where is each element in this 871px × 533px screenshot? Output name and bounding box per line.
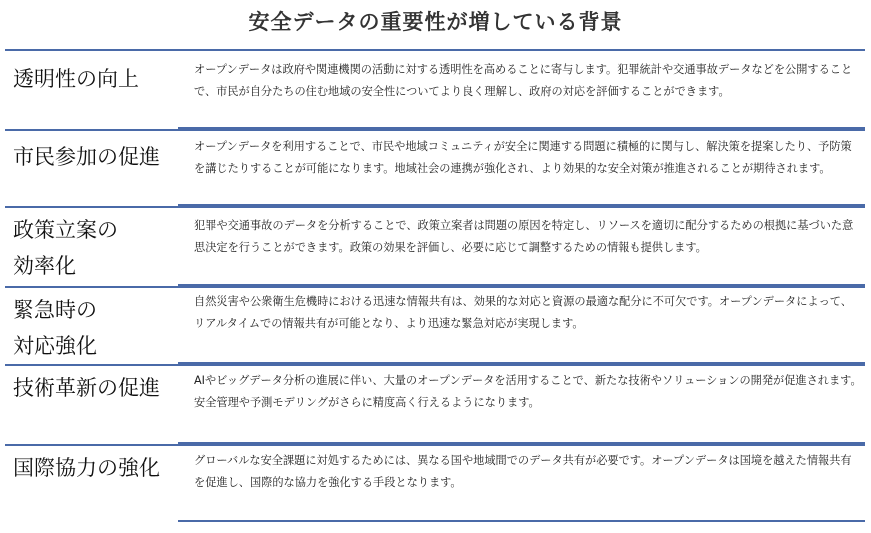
item-description: グローバルな安全課題に対処するためには、異なる国や地域間でのデータ共有が必要です。オープンデータは国境を越えた情報共有を促進し、国際的な協力を強化する手段となります。 (194, 454, 852, 489)
item-description: オープンデータは政府や関連機関の活動に対する透明性を高めることに寄与します。犯罪統計や交通事故データなどを公開することで、市民が自分たちの住む地域の安全性についてより良く理解し、政府の対応を評価することができます。 (194, 63, 853, 98)
item-label: 政策立案の 効率化 (13, 218, 118, 278)
row-underline (178, 520, 865, 522)
item-description: オープンデータを利用することで、市民や地域コミュニティが安全に関連する問題に積極的に関与し、解決策を提案したり、予防策を講じたりすることが可能になります。地域社会の連携が強化され、より効果的な安全対策が推進されることが期待されます。 (194, 140, 852, 175)
item-label: 透明性の向上 (13, 67, 139, 91)
item-label: 国際協力の強化 (13, 456, 160, 480)
item-label: 技術革新の促進 (13, 376, 160, 400)
page-title: 安全データの重要性が増している背景 (248, 10, 623, 34)
item-description: 犯罪や交通事故のデータを分析することで、政策立案者は問題の原因を特定し、リソースを適切に配分するための根拠に基づいた意思決定を行うことができます。政策の効果を評価し、必要に応じて調整するための情報も提供します。 (194, 219, 854, 254)
row-divider (5, 444, 865, 446)
row-divider (5, 286, 865, 288)
item-description: 自然災害や公衆衛生危機時における迅速な情報共有は、効果的な対応と資源の最適な配分に不可欠です。オープンデータによって、リアルタイムでの情報共有が可能となり、より迅速な緊急対応が実現します。 (194, 295, 852, 330)
row-divider (5, 129, 865, 131)
item-description: AIやビッグデータ分析の進展に伴い、大量のオープンデータを活用することで、新たな技術やソリューションの開発が促進されます。安全管理や予測モデリングがさらに精度高く行えるようになります。 (194, 374, 862, 409)
item-label: 緊急時の 対応強化 (13, 298, 97, 358)
row-divider (5, 364, 865, 366)
item-label: 市民参加の促進 (13, 145, 160, 169)
row-divider (5, 49, 865, 51)
row-divider (5, 206, 865, 208)
